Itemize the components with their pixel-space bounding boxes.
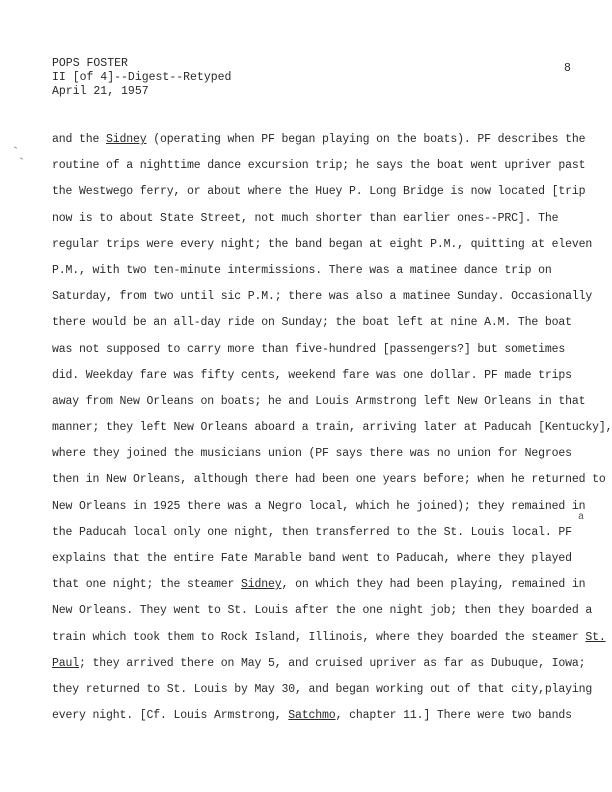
text-line xyxy=(52,289,593,315)
text-line xyxy=(52,499,586,525)
underlined-title: Paul xyxy=(52,656,80,670)
text-segment: regular trips were every night; the band began at eight P.M., quitting at eleven xyxy=(52,237,593,251)
text-line xyxy=(52,446,582,472)
text-line xyxy=(52,237,593,263)
text-segment: routine of a nighttime dance excursion trip; he says the boat went upriver past xyxy=(52,159,586,173)
text-segment: did. Weekday fare was fifty cents, weekend fare was one dollar. PF made trips xyxy=(52,368,572,382)
text-segment: Saturday, from two until sic P.M.; there was also a matinee Sunday. Occasionally xyxy=(52,290,593,304)
text-line xyxy=(52,603,593,629)
text-line xyxy=(52,472,606,498)
underlined-title: Sidney xyxy=(106,133,147,146)
text-segment: now is to about State Street, not much shorter than earlier ones--PRC]. The xyxy=(52,211,559,225)
text-line xyxy=(52,184,586,210)
text-segment: the Westwego ferry, or about where the Huey P. Long Bridge is now located [trip xyxy=(52,185,586,199)
text-line xyxy=(52,315,582,341)
text-line xyxy=(52,630,606,656)
document-body xyxy=(52,132,612,734)
underlined-title: St. xyxy=(585,630,606,644)
text-segment: away from New Orleans on boats; he and Louis Armstrong left New Orleans in that xyxy=(52,394,586,408)
text-segment: ; they arrived there on May 5, and cruised upriver as far as Dubuque, Iowa; xyxy=(79,656,586,670)
text-segment: , on which they had been playing, remained in xyxy=(281,578,586,592)
text-segment: was not supposed to carry more than five-hundred [passengers?] but sometimes xyxy=(52,342,566,356)
text-segment: (operating when PF began playing on the boats). PF describes the xyxy=(146,133,586,146)
text-line xyxy=(52,132,586,158)
margin-mark: a xyxy=(578,512,585,523)
text-segment: then in New Orleans, although there had been one years before; when he returned to xyxy=(52,473,606,487)
underlined-title: Satchmo xyxy=(288,709,336,723)
text-segment: New Orleans in 1925 there was a Negro local, which he joined); they remained in xyxy=(52,499,586,513)
underlined-title: Sidney xyxy=(241,578,282,592)
reel-label: II [of 4]--Digest--Retyped xyxy=(52,71,232,84)
text-segment: that one night; the steamer xyxy=(52,578,242,592)
text-segment: P.M., with two ten-minute intermissions. There was a matinee dance trip on xyxy=(52,263,552,277)
text-segment: , chapter 11.] There were two bands xyxy=(335,709,572,723)
interviewee-name: POPS FOSTER xyxy=(52,57,128,70)
text-segment: and the xyxy=(52,133,107,146)
text-line xyxy=(52,525,582,551)
text-segment: every night. [Cf. Louis Armstrong, xyxy=(52,709,289,723)
interview-date: April 21, 1957 xyxy=(52,85,149,98)
text-line xyxy=(52,577,586,603)
text-segment: they returned to St. Louis by May 30, and began working out of that city,playing xyxy=(52,682,593,696)
scan-speck xyxy=(14,146,17,148)
text-segment: train which took them to Rock Island, Illinois, where they boarded the steamer xyxy=(52,630,586,644)
text-segment: there would be an all-day ride on Sunday; the boat left at nine A.M. The boat xyxy=(52,316,572,330)
text-line xyxy=(52,368,582,394)
text-line xyxy=(52,708,582,734)
scan-speck xyxy=(20,157,23,159)
text-line xyxy=(52,394,586,420)
text-segment: where they joined the musicians union (PF says there was no union for Negroes xyxy=(52,447,572,461)
page-number: 8 xyxy=(564,62,571,75)
text-line xyxy=(52,420,612,446)
text-line xyxy=(52,263,582,289)
document-header xyxy=(52,57,231,99)
text-line xyxy=(52,682,593,708)
text-segment: the Paducah local only one night, then transferred to the St. Louis local. PF xyxy=(52,525,572,539)
text-segment: manner; they left New Orleans aboard a train, arriving later at Paducah [Kentucky], xyxy=(52,421,612,435)
text-line xyxy=(52,211,582,237)
text-segment: explains that the entire Fate Marable band went to Paducah, where they played xyxy=(52,552,572,565)
text-line xyxy=(52,158,586,184)
text-line xyxy=(52,656,586,682)
text-segment: New Orleans. They went to St. Louis after the one night job; then they boarded a xyxy=(52,604,593,618)
text-line xyxy=(52,551,582,577)
text-line xyxy=(52,342,582,368)
